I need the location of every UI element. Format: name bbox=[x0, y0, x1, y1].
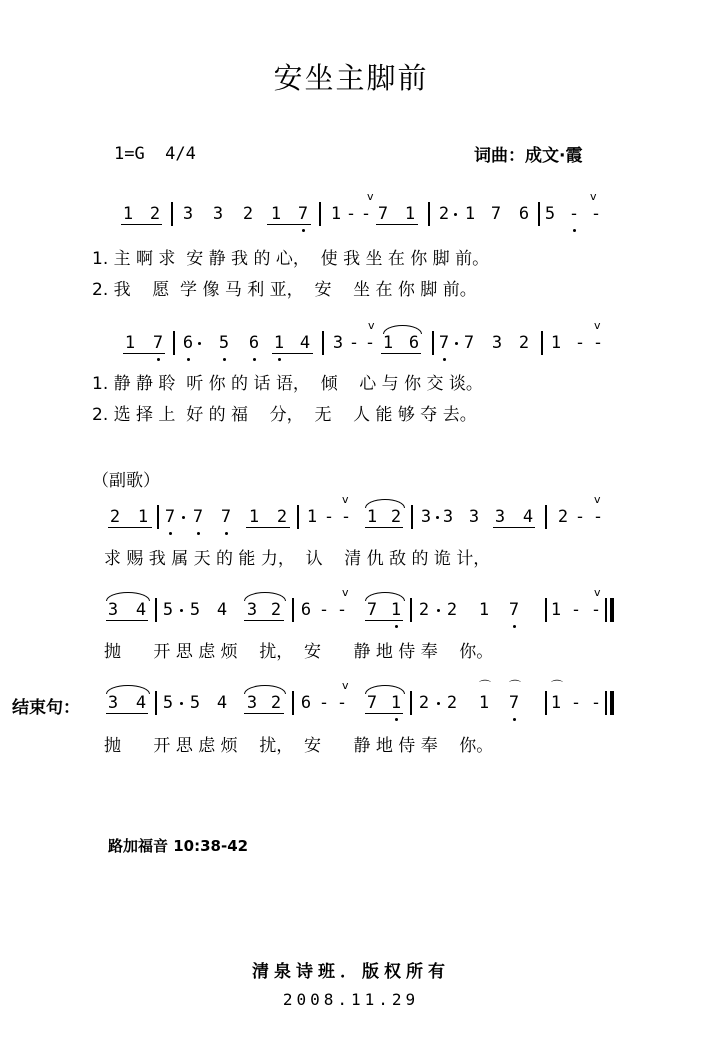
low-octave-dot bbox=[443, 358, 446, 361]
note: 6 bbox=[300, 693, 312, 713]
barline bbox=[605, 598, 607, 622]
lyric-line: 1. 主 啊 求 安 静 我 的 心， 使 我 坐 在 你 脚 前。 bbox=[92, 249, 490, 269]
note: 3 bbox=[246, 600, 258, 620]
note: 4 bbox=[216, 693, 228, 713]
note: 6 bbox=[300, 600, 312, 620]
slur bbox=[244, 592, 286, 601]
underline bbox=[365, 620, 403, 621]
note: 5 bbox=[189, 693, 201, 713]
note: 1 bbox=[366, 507, 378, 527]
note: 1 bbox=[248, 507, 260, 527]
note: 7 bbox=[438, 333, 450, 353]
note: 1 bbox=[122, 204, 134, 224]
copyright: 清泉诗班．版权所有 bbox=[252, 962, 450, 982]
augmentation-dot bbox=[436, 516, 439, 519]
augmentation-dot bbox=[455, 342, 458, 345]
barline bbox=[545, 505, 547, 529]
note: 1 bbox=[478, 693, 490, 713]
note: 1 bbox=[404, 204, 416, 224]
underline bbox=[376, 224, 418, 225]
key-signature: 1=G 4/4 bbox=[114, 144, 196, 164]
note: 1 bbox=[390, 693, 402, 713]
augmentation-dot bbox=[180, 702, 183, 705]
note: 7 bbox=[508, 600, 520, 620]
note: 6 bbox=[182, 333, 194, 353]
note: 7 bbox=[152, 333, 164, 353]
underline bbox=[267, 224, 311, 225]
note: 2 bbox=[390, 507, 402, 527]
lyric-line: 1. 静 静 聆 听 你 的 话 语， 倾 心 与 你 交 谈。 bbox=[92, 374, 483, 394]
barline bbox=[171, 202, 173, 226]
note: 5 bbox=[218, 333, 230, 353]
note: - bbox=[336, 693, 348, 713]
slur bbox=[106, 685, 150, 694]
low-octave-dot bbox=[253, 358, 256, 361]
note: 1 bbox=[550, 333, 562, 353]
fermata: ⌒ bbox=[509, 679, 522, 693]
end-barline bbox=[610, 598, 614, 622]
note: 2 bbox=[149, 204, 161, 224]
breath-mark: v bbox=[342, 679, 349, 692]
underline bbox=[244, 620, 284, 621]
augmentation-dot bbox=[437, 702, 440, 705]
slur bbox=[244, 685, 286, 694]
note: - bbox=[592, 333, 604, 353]
note: 5 bbox=[544, 204, 556, 224]
low-octave-dot bbox=[223, 358, 226, 361]
low-octave-dot bbox=[197, 532, 200, 535]
note: 1 bbox=[382, 333, 394, 353]
underline bbox=[244, 713, 284, 714]
note: 7 bbox=[490, 204, 502, 224]
ending-label: 结束句： bbox=[12, 698, 80, 718]
low-octave-dot bbox=[187, 358, 190, 361]
note: 4 bbox=[216, 600, 228, 620]
underline bbox=[381, 353, 421, 354]
barline bbox=[428, 202, 430, 226]
note: - bbox=[318, 600, 330, 620]
note: 6 bbox=[248, 333, 260, 353]
barline bbox=[322, 331, 324, 355]
note: 1 bbox=[464, 204, 476, 224]
lyric-line: 2. 选 择 上 好 的 福 分， 无 人 能 够 夺 去。 bbox=[92, 405, 477, 425]
credit: 词曲：成文·霞 bbox=[474, 146, 583, 166]
note: 5 bbox=[162, 693, 174, 713]
note: - bbox=[590, 204, 602, 224]
note: 1 bbox=[137, 507, 149, 527]
barline bbox=[411, 505, 413, 529]
note: 1 bbox=[390, 600, 402, 620]
note: - bbox=[570, 693, 582, 713]
barline bbox=[545, 598, 547, 622]
low-octave-dot bbox=[395, 718, 398, 721]
note: 4 bbox=[522, 507, 534, 527]
note: 3 bbox=[182, 204, 194, 224]
underline bbox=[493, 527, 535, 528]
underline bbox=[121, 224, 162, 225]
note: 1 bbox=[550, 693, 562, 713]
lyric-line: 2. 我 愿 学 像 马 利 亚， 安 坐 在 你 脚 前。 bbox=[92, 280, 477, 300]
low-octave-dot bbox=[513, 625, 516, 628]
note: 2 bbox=[438, 204, 450, 224]
low-octave-dot bbox=[157, 358, 160, 361]
low-octave-dot bbox=[169, 532, 172, 535]
barline bbox=[410, 598, 412, 622]
note: 2 bbox=[446, 600, 458, 620]
note: 3 bbox=[212, 204, 224, 224]
note: 2 bbox=[418, 600, 430, 620]
note: 2 bbox=[418, 693, 430, 713]
lyric-line: 抛 开 思 虑 烦 扰， 安 静 地 侍 奉 你。 bbox=[104, 736, 494, 756]
note: - bbox=[323, 507, 335, 527]
note: 1 bbox=[330, 204, 342, 224]
low-octave-dot bbox=[302, 229, 305, 232]
note: - bbox=[592, 507, 604, 527]
note: 2 bbox=[557, 507, 569, 527]
low-octave-dot bbox=[225, 532, 228, 535]
note: 7 bbox=[220, 507, 232, 527]
note: 5 bbox=[189, 600, 201, 620]
breath-mark: v bbox=[368, 319, 375, 332]
note: 6 bbox=[518, 204, 530, 224]
note: 4 bbox=[135, 600, 147, 620]
note: 5 bbox=[162, 600, 174, 620]
note: 1 bbox=[124, 333, 136, 353]
barline bbox=[545, 691, 547, 715]
underline bbox=[365, 527, 403, 528]
augmentation-dot bbox=[180, 609, 183, 612]
note: 7 bbox=[297, 204, 309, 224]
note: - bbox=[318, 693, 330, 713]
note: 2 bbox=[109, 507, 121, 527]
note: - bbox=[345, 204, 357, 224]
scripture-reference: 路加福音 10:38-42 bbox=[108, 837, 249, 855]
note: - bbox=[590, 600, 602, 620]
note: 1 bbox=[273, 333, 285, 353]
note: - bbox=[360, 204, 372, 224]
note: 1 bbox=[550, 600, 562, 620]
breath-mark: v bbox=[367, 190, 374, 203]
low-octave-dot bbox=[573, 229, 576, 232]
barline bbox=[297, 505, 299, 529]
low-octave-dot bbox=[278, 358, 281, 361]
note: - bbox=[340, 507, 352, 527]
chorus-label: （副歌） bbox=[92, 471, 160, 491]
barline bbox=[605, 691, 607, 715]
breath-mark: v bbox=[590, 190, 597, 203]
note: 4 bbox=[299, 333, 311, 353]
note: 7 bbox=[463, 333, 475, 353]
note: 7 bbox=[164, 507, 176, 527]
song-title: 安坐主脚前 bbox=[273, 61, 429, 95]
note: 3 bbox=[107, 693, 119, 713]
end-barline bbox=[610, 691, 614, 715]
augmentation-dot bbox=[454, 213, 457, 216]
note: 2 bbox=[276, 507, 288, 527]
note: 1 bbox=[478, 600, 490, 620]
note: - bbox=[570, 600, 582, 620]
slur bbox=[365, 685, 405, 694]
underline bbox=[108, 527, 152, 528]
underline bbox=[365, 713, 403, 714]
note: - bbox=[574, 333, 586, 353]
breath-mark: v bbox=[594, 319, 601, 332]
fermata: ⌒ bbox=[551, 679, 564, 693]
note: - bbox=[348, 333, 360, 353]
barline bbox=[173, 331, 175, 355]
note: - bbox=[568, 204, 580, 224]
note: 7 bbox=[192, 507, 204, 527]
note: 2 bbox=[518, 333, 530, 353]
low-octave-dot bbox=[513, 718, 516, 721]
barline bbox=[157, 505, 159, 529]
low-octave-dot bbox=[395, 625, 398, 628]
barline bbox=[292, 598, 294, 622]
lyric-line: 求 赐 我 属 天 的 能 力， 认 清 仇 敌 的 诡 计， bbox=[104, 549, 491, 569]
note: 1 bbox=[270, 204, 282, 224]
note: 3 bbox=[491, 333, 503, 353]
underline bbox=[272, 353, 313, 354]
note: 2 bbox=[270, 600, 282, 620]
barline bbox=[432, 331, 434, 355]
breath-mark: v bbox=[342, 493, 349, 506]
breath-mark: v bbox=[342, 586, 349, 599]
note: 7 bbox=[508, 693, 520, 713]
slur bbox=[383, 325, 422, 334]
note: - bbox=[590, 693, 602, 713]
date: 2008.11.29 bbox=[282, 990, 420, 1009]
note: 3 bbox=[420, 507, 432, 527]
augmentation-dot bbox=[198, 342, 201, 345]
note: 3 bbox=[494, 507, 506, 527]
barline bbox=[292, 691, 294, 715]
barline bbox=[538, 202, 540, 226]
slur bbox=[106, 592, 150, 601]
augmentation-dot bbox=[182, 516, 185, 519]
note: 2 bbox=[270, 693, 282, 713]
underline bbox=[106, 713, 148, 714]
barline bbox=[410, 691, 412, 715]
note: 3 bbox=[107, 600, 119, 620]
breath-mark: v bbox=[594, 586, 601, 599]
augmentation-dot bbox=[437, 609, 440, 612]
note: - bbox=[364, 333, 376, 353]
note: 2 bbox=[446, 693, 458, 713]
note: 7 bbox=[377, 204, 389, 224]
barline bbox=[319, 202, 321, 226]
slur bbox=[365, 592, 405, 601]
note: 3 bbox=[332, 333, 344, 353]
note: 3 bbox=[468, 507, 480, 527]
note: 3 bbox=[442, 507, 454, 527]
barline bbox=[155, 691, 157, 715]
note: 2 bbox=[242, 204, 254, 224]
barline bbox=[541, 331, 543, 355]
note: 4 bbox=[135, 693, 147, 713]
underline bbox=[246, 527, 290, 528]
note: - bbox=[574, 507, 586, 527]
lyric-line: 抛 开 思 虑 烦 扰， 安 静 地 侍 奉 你。 bbox=[104, 642, 494, 662]
underline bbox=[123, 353, 165, 354]
note: 6 bbox=[408, 333, 420, 353]
note: - bbox=[336, 600, 348, 620]
barline bbox=[155, 598, 157, 622]
breath-mark: v bbox=[594, 493, 601, 506]
note: 7 bbox=[366, 600, 378, 620]
slur bbox=[365, 499, 405, 508]
note: 1 bbox=[306, 507, 318, 527]
note: 7 bbox=[366, 693, 378, 713]
note: 3 bbox=[246, 693, 258, 713]
underline bbox=[106, 620, 148, 621]
fermata: ⌒ bbox=[479, 679, 492, 693]
